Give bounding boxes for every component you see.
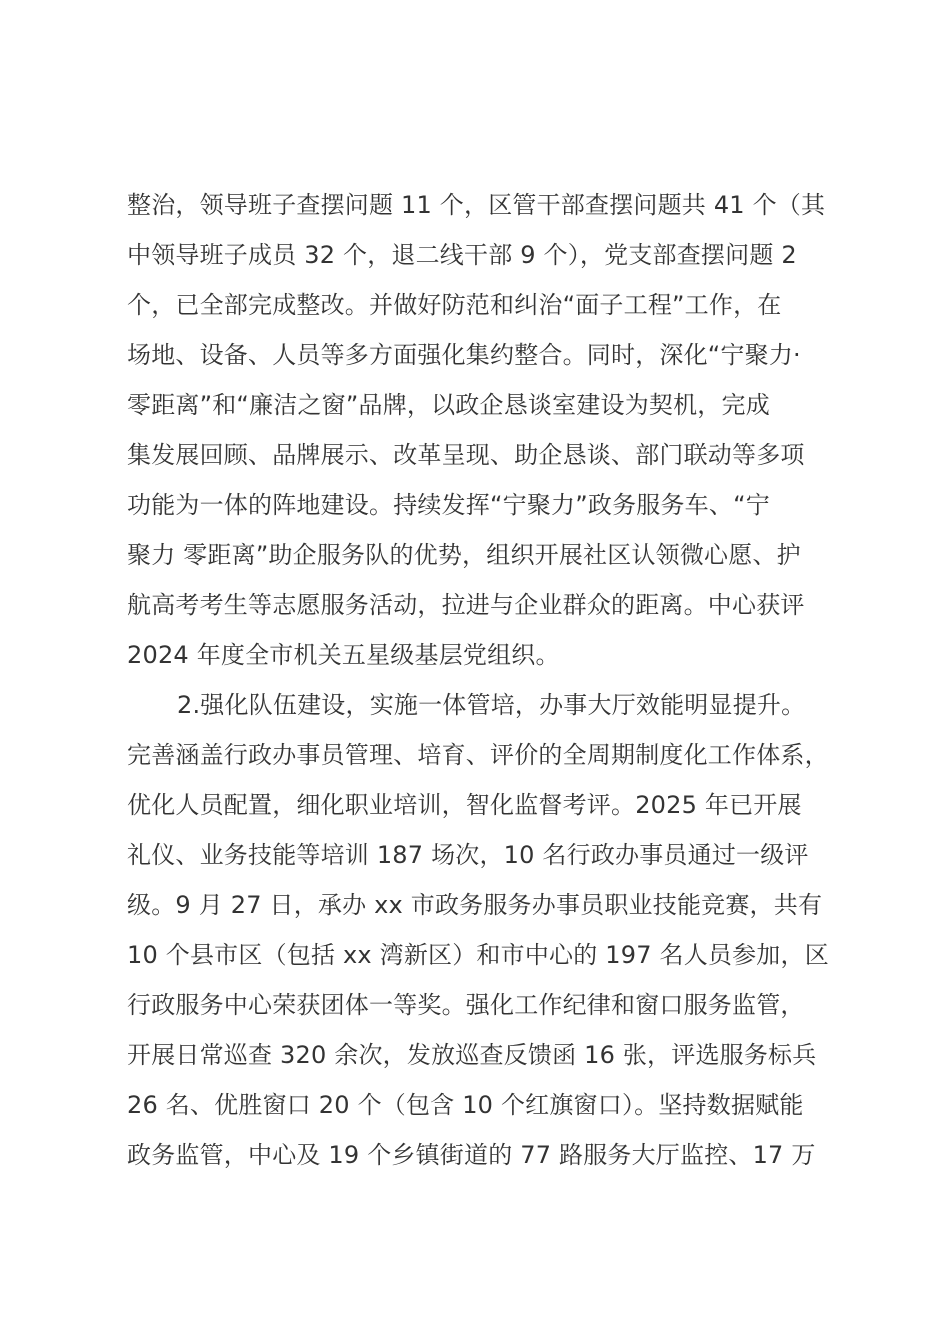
text-line: 个，已全部完成整改。并做好防范和纠治“面子工程”工作，在	[127, 291, 782, 319]
section-heading-line: 2.强化队伍建设，实施一体管培，办事大厅效能明显提升。	[177, 691, 806, 719]
text-line: 场地、设备、人员等多方面强化集约整合。同时，深化“宁聚力·	[127, 341, 801, 369]
text-line: 10 个县市区（包括 xx 湾新区）和市中心的 197 名人员参加，区	[127, 941, 829, 969]
paragraph-team-building	[127, 680, 847, 1180]
text-line: 26 名、优胜窗口 20 个（包含 10 个红旗窗口）。坚持数据赋能	[127, 1091, 804, 1119]
document-body	[127, 180, 847, 1180]
text-line: 级。9 月 27 日，承办 xx 市政务服务办事员职业技能竞赛，共有	[127, 891, 823, 919]
text-line: 优化人员配置，细化职业培训，智化监督考评。2025 年已开展	[127, 791, 802, 819]
text-line: 2024 年度全市机关五星级基层党组织。	[127, 641, 560, 669]
text-line: 礼仪、业务技能等培训 187 场次，10 名行政办事员通过一级评	[127, 841, 809, 869]
text-line: 完善涵盖行政办事员管理、培育、评价的全周期制度化工作体系，	[127, 741, 829, 769]
text-line: 零距离”和“廉洁之窗”品牌，以政企恳谈室建设为契机，完成	[127, 391, 770, 419]
text-line: 中领导班子成员 32 个，退二线干部 9 个），党支部查摆问题 2	[127, 241, 797, 269]
text-line: 整治，领导班子查摆问题 11 个，区管干部查摆问题共 41 个（其	[127, 191, 826, 219]
text-line: 航高考考生等志愿服务活动，拉进与企业群众的距离。中心获评	[127, 591, 805, 619]
text-line: 集发展回顾、品牌展示、改革呈现、助企恳谈、部门联动等多项	[127, 441, 805, 469]
text-line: 聚力 零距离”助企服务队的优势，组织开展社区认领微心愿、护	[127, 541, 801, 569]
paragraph-party-building-continued	[127, 180, 847, 680]
text-line: 功能为一体的阵地建设。持续发挥“宁聚力”政务服务车、“宁	[127, 491, 770, 519]
text-line: 政务监管，中心及 19 个乡镇街道的 77 路服务大厅监控、17 万	[127, 1141, 816, 1169]
text-line: 开展日常巡查 320 余次，发放巡查反馈函 16 张，评选服务标兵	[127, 1041, 817, 1069]
text-line: 行政服务中心荣获团体一等奖。强化工作纪律和窗口服务监管，	[127, 991, 805, 1019]
